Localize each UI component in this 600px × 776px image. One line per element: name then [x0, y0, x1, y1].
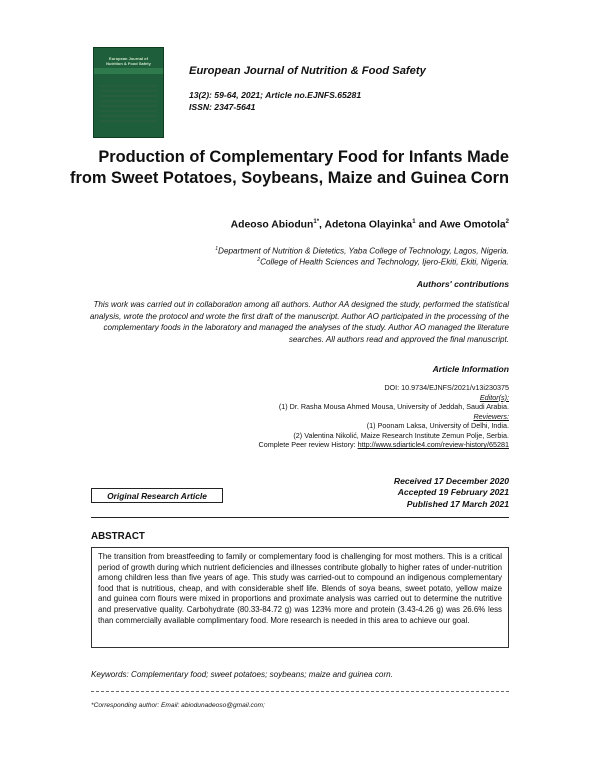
- cover-pattern: [100, 85, 157, 125]
- author-name: Adetona Olayinka: [324, 219, 413, 231]
- affiliation-1: [215, 246, 509, 256]
- review-history-label: Complete Peer review History:: [258, 440, 358, 449]
- received-date: Received 17 December 2020: [393, 476, 509, 486]
- author-sup: 2: [505, 219, 509, 225]
- review-history: [69, 440, 509, 450]
- journal-cover-image: [93, 47, 164, 138]
- affiliation-2: [257, 257, 509, 267]
- cover-band: [94, 68, 163, 74]
- author-sup: 1: [412, 219, 416, 225]
- journal-name: European Journal of Nutrition & Food Safety: [189, 65, 426, 77]
- contributions-text: This work was carried out in collaboration among all authors. Author AA designed the study, performed the statistical analysis, wrote the protocol and wrote the first draft of the manuscript. Author AO participated in the processing of the complementary foods in the laboratory and managed the analyses of the study. Author AO managed the literature searches. All authors read and approved the final manuscript.: [89, 300, 509, 344]
- doi: DOI: 10.9734/EJNFS/2021/v13i230375: [384, 383, 509, 392]
- author-sup: 1*: [313, 219, 320, 225]
- author-separator: ,: [319, 219, 325, 231]
- publication-dates: [394, 476, 509, 510]
- author-separator: and: [415, 219, 440, 231]
- published-date: Published 17 March 2021: [406, 498, 509, 509]
- review-history-link[interactable]: http://www.sdiarticle4.com/review-history/65281: [357, 440, 509, 449]
- affiliation-sup: 1: [215, 246, 219, 252]
- divider: [91, 517, 509, 518]
- article-type-box: Original Research Article: [91, 488, 223, 503]
- abstract-heading: ABSTRACT: [91, 531, 145, 542]
- author-name: Awe Omotola: [439, 219, 506, 231]
- journal-issue: 13(2): 59-64, 2021; Article no.EJNFS.65281: [189, 90, 362, 100]
- affiliation-text: College of Health Sciences and Technology, Ijero-Ekiti, Ekiti, Nigeria.: [260, 257, 509, 267]
- author-name: Adeoso Abiodun: [230, 219, 314, 231]
- article-info-block: [69, 383, 509, 450]
- keywords: Keywords: Complementary food; sweet potatoes; soybeans; maize and guinea corn.: [91, 670, 393, 679]
- affiliation-text: Department of Nutrition & Dietetics, Yaba College of Technology, Lagos, Nigeria.: [218, 246, 509, 256]
- cover-title-line1: European Journal of: [109, 56, 148, 61]
- article-info-heading: Article Information: [432, 364, 509, 374]
- contributions-heading: Authors' contributions: [416, 279, 509, 289]
- footnote-separator: [91, 691, 509, 693]
- cover-title: [98, 56, 159, 66]
- journal-issn: ISSN: 2347-5641: [189, 102, 256, 112]
- affiliation-sup: 2: [257, 257, 261, 263]
- abstract-text: The transition from breastfeeding to family or complementary food is challenging for most mothers. This is a critical period of growth during which nutrient deficiencies and illnesses contribute globally to higher rates of under-nutrition among children less than five years of age. This study was carried-out to compound an indigenous complementary food that is nutritious, cheap, and with considerable shelf life. Blends of soya beans, sweet potato, yellow maize and guinea corn flours were mixed in proportions and proximate analysis was carried out to determine the nutritive and preservative quality. Carbohydrate (80.33-84.72 g) was 123% more and protein (3.43-4.26 g) was 26.6% less than commercially available complimentary food. More research is needed in this area to achieve our goal.: [91, 547, 509, 648]
- author-list: [231, 219, 509, 230]
- paper-title: Production of Complementary Food for Infants Made from Sweet Potatoes, Soybeans, Maize and Guinea Corn: [69, 148, 509, 187]
- editors-label: Editor(s):: [479, 392, 509, 402]
- reviewers-label: Reviewers:: [473, 411, 509, 421]
- reviewer-1: (1) Poonam Laksa, University of Delhi, India.: [366, 421, 509, 430]
- editor-1: (1) Dr. Rasha Mousa Ahmed Mousa, University of Jeddah, Saudi Arabia.: [278, 402, 509, 411]
- accepted-date: Accepted 19 February 2021: [397, 487, 509, 498]
- corresponding-author: *Corresponding author: Email: abiodunadeoso@gmail.com;: [91, 702, 265, 709]
- cover-title-line2: Nutrition & Food Safety: [106, 61, 151, 66]
- reviewer-2: (2) Valentina Nikolić, Maize Research Institute Zemun Polje, Serbia.: [293, 430, 509, 440]
